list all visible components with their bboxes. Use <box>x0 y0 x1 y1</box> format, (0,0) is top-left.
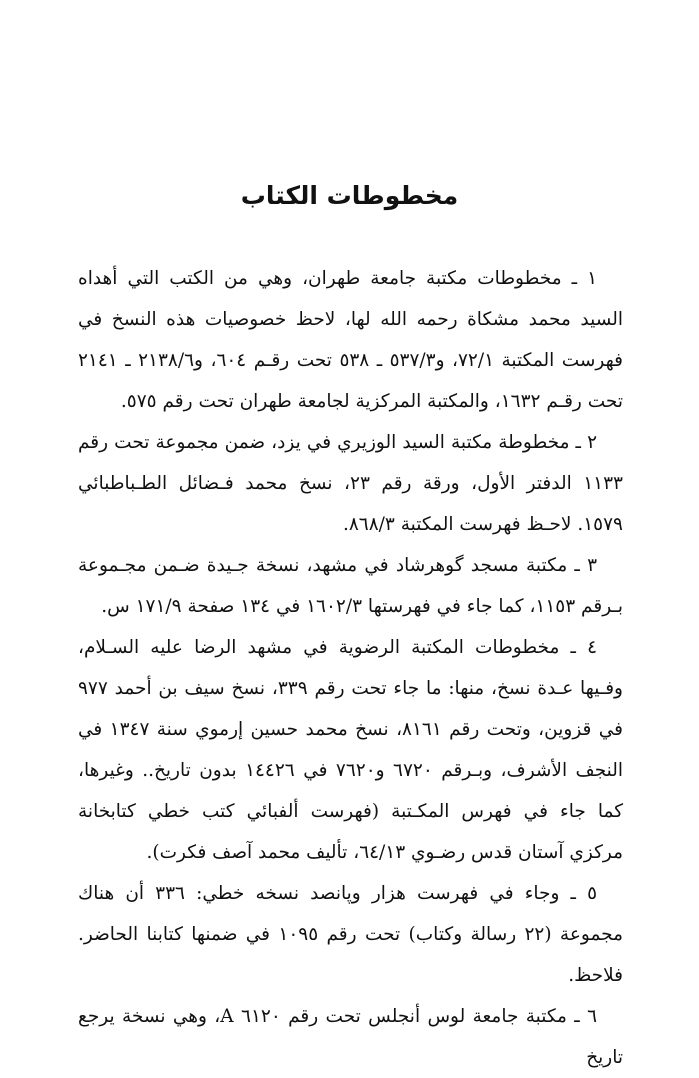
document-body <box>78 258 623 1078</box>
paragraph-2: ٢ ـ مخطوطة مكتبة السيد الوزيري في يزد، ضمن مجموعة تحت رقم ١١٣٣ الدفتر الأول، ورقة رقم ٢٣، نسخ محمد فـضائل الطـباطبائي ١٥٧٩. لاحـظ فهرست المكتبة ٨٦٨/٣. <box>78 432 623 535</box>
paragraph-6: ٦ ـ مكتبة جامعة لوس أنجلس تحت رقم ٦١٢٠ A، وهي نسخة يرجع تاريخ <box>78 1006 623 1068</box>
paragraph-4: ٤ ـ مخطوطات المكتبة الرضوية في مشهد الرضا عليه السـلام، وفـيها عـدة نسخ، منها: ما جاء تحت رقم ٣٣٩، نسخ سيف بن أحمد ٩٧٧ في قزوين، وتحت رقم ٨١٦١، نسخ محمد حسين إرموي سنة ١٣٤٧ في النجف الأشرف، وبـرقم ٦٧٢٠ و٧٦٢٠ في ١٤٤٢٦ بدون تاريخ.. وغيرها، كما جاء في فهرس المكـتبة (فهرست ألفبائي كتب خطي كتابخانة مركزي آستان قدس رضـوي ٦٤/١٣، تأليف محمد آصف فكرت). <box>78 637 623 863</box>
paragraph-3: ٣ ـ مكتبة مسجد گوهرشاد في مشهد، نسخة جـيدة ضـمن مجـموعة بـرقم ١١٥٣، كما جاء في فهرستها ١٦٠٢/٣ في ١٣٤ صفحة ١٧١/٩ س. <box>78 555 623 617</box>
page-title: مخطوطات الكتاب <box>240 181 459 210</box>
paragraph-1: ١ ـ مخطوطات مكتبة جامعة طهران، وهي من الكتب التي أهداه السيد محمد مشكاة رحمه الله لها، لاحظ خصوصيات هذه النسخ في فهرست المكتبة ٧٢/١، و٥٣٧/٣ ـ ٥٣٨ تحت رقـم ٦٠٤، و٢١٣٨/٦ ـ ٢١٤١ تحت رقـم ١٦٣٢، والمكتبة المركزية لجامعة طهران تحت رقم ٥٧٥. <box>78 268 624 412</box>
paragraph-5: ٥ ـ وجاء في فهرست هزار وپانصد نسخه خطي: ٣٣٦ أن هناك مجموعة (٢٢ رسالة وكتاب) تحت رقم ١٠٩٥ في ضمنها كتابنا الحاضر. فلاحظ. <box>78 883 623 986</box>
